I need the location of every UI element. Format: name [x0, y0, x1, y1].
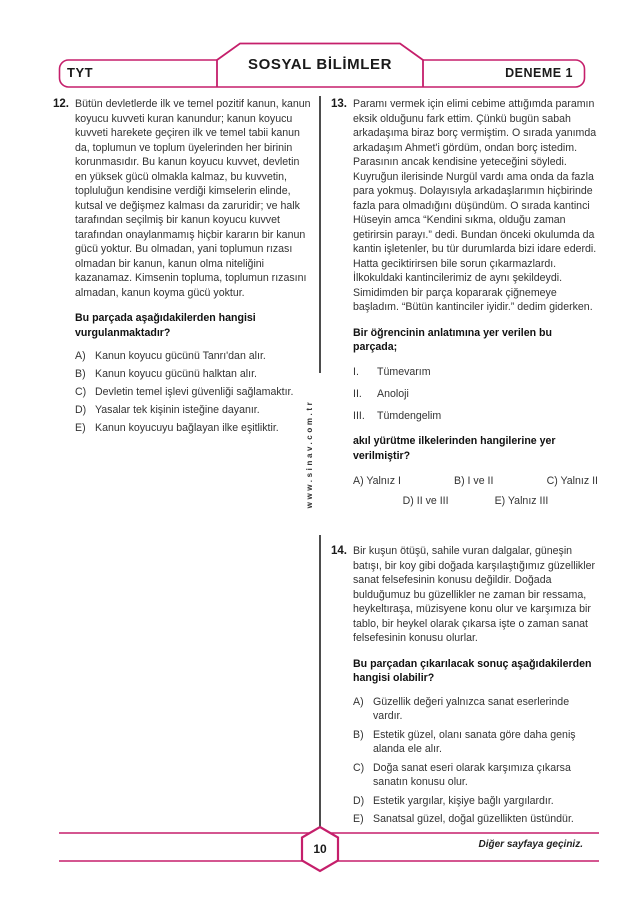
option-b: B) I ve II: [454, 475, 494, 487]
option-letter: C): [353, 761, 365, 774]
question-passage: Paramı vermek için elimi cebime attığımda paramın eksik olduğunu fark ettim. Çünkü bugün sabah arkadaşıma biraz borç vermiştim. O sırada yanımda arkadaşım Ahmet'i gördüm, ondan borç istedim. Parasının ancak kendisine yeteceğini söyledi. Kuyruğun ilerisinde Nurgül vardı ama onda da fazla para yokmuş. Dolayısıyla arkadaşlarımın hiçbirinde fazla para olmadığını düşündüm. O sırada kantinci Hüseyin amca “Kendini sıkma, olduğu zaman getirirsin parayı.” dedi. Bundan önceki okulumda da kantin işletenler, bu tür durumlarda bizi idare ederdi. Hatta geciktirirsen bile sorun çıkarmazlardı. İlkokuldaki kantincilerimiz de aynı şekildeydi. Simidimden bir parça kopararak çiğnemeye başladım. “Bütün kantinciler iyidir.” dedim giderken.: [353, 98, 597, 313]
option-c: [353, 761, 598, 790]
question-passage: Bir kuşun ötüşü, sahile vuran dalgalar, güneşin batışı, bir koy gibi doğada karşılaştığımız güzellikler sanat felsefesinin konusu değildir. Doğada bulduğumuz bu güzellikler ne zaman bir ressama, heykeltıraşa, müzisyene konu olur ve karşımıza bir tablo, bir heykel olarak çıkarsa işte o zaman sanat felsefesinin konusu olurlar.: [353, 545, 596, 644]
question-body: [75, 97, 311, 438]
roman-item-1: [353, 365, 598, 380]
watermark-vertical-text: www.sinav.com.tr: [305, 399, 314, 509]
question-12: [53, 97, 311, 438]
option-a: A) Yalnız I: [353, 475, 401, 487]
option-text: Sanatsal güzel, doğal güzellikten üstündür.: [373, 813, 574, 825]
option-letter: A): [353, 695, 364, 708]
option-d: [75, 403, 311, 418]
options-row-1: [353, 474, 598, 489]
option-text: Güzellik değeri yalnızca sanat eserlerinde vardır.: [373, 695, 570, 722]
option-c: C) Yalnız II: [546, 475, 598, 487]
header-right-label: DENEME 1: [505, 66, 573, 80]
header: [0, 0, 640, 110]
footer-note: Diğer sayfaya geçiniz.: [478, 839, 583, 850]
header-center-label: SOSYAL BİLİMLER: [247, 56, 393, 73]
option-letter: E): [75, 421, 86, 434]
question-stem-outro: akıl yürütme ilkelerinden hangilerine yer verilmiştir?: [353, 435, 556, 462]
option-text: Estetik güzel, olanı sanata göre daha geniş alanda ele alır.: [373, 728, 576, 755]
question-passage: Bütün devletlerde ilk ve temel pozitif kanun, kanun koyucu kuvveti kuran kanundur; kanun koyucu kuvveti harekete geçiren ilk ve temel tabii kanun da, toplumun ve toplum üyelerinden her birinin korunmasıdır. Bu kanun koyucu kuvvet, devletin en yüksek gücü olmakla kalmaz, bu kuvvetin, topluluğun kendisine verdiği kimselerin elinde, kutsal ve değişmez kalması da zaruridir; ve halk tarafından seçilmiş bir kanun koyucu kuvvet tarafından onaylanmamış hiçbir kararın bir kanun gücü yoktur. Bu olmadan, yani toplumun rızası olmadan bir kanun, kanun olma niteliğini kazanamaz. Kimsenin topluma, toplumun rızasını almadan, kanun koyma gücü yoktur.: [75, 98, 311, 299]
question-stem: Bu parçadan çıkarılacak sonuç aşağıdakilerden hangisi olabilir?: [353, 657, 592, 684]
page-number: 10: [313, 842, 327, 856]
header-left-label: TYT: [67, 65, 94, 80]
option-b: [353, 728, 598, 757]
option-text: Yasalar tek kişinin isteğine dayanır.: [95, 403, 260, 416]
option-letter: C): [75, 385, 87, 398]
option-e: [75, 421, 311, 436]
roman-item-2: [353, 387, 598, 402]
option-letter: B): [353, 728, 364, 741]
roman-text: Tümevarım: [377, 365, 431, 378]
option-e: E) Yalnız III: [494, 494, 549, 507]
column-divider-top: [319, 96, 321, 373]
roman-item-3: [353, 409, 598, 424]
column-divider-bottom: [319, 535, 321, 828]
question-13: [331, 97, 598, 508]
option-letter: B): [75, 367, 86, 380]
question-number: 14.: [331, 545, 347, 557]
options-list: [353, 695, 598, 827]
question-body: [353, 544, 598, 831]
option-letter: A): [75, 350, 86, 362]
option-letter: D): [75, 403, 87, 416]
question-14: [331, 544, 598, 831]
option-letter: D): [353, 794, 365, 807]
roman-numeral: I.: [353, 365, 359, 378]
roman-text: Tümdengelim: [377, 409, 442, 422]
question-number: 12.: [53, 98, 69, 110]
option-text: Doğa sanat eseri olarak karşımıza çıkarsa sanatın konusu olur.: [373, 761, 571, 788]
option-text: Kanun koyucu gücünü halktan alır.: [95, 367, 257, 380]
roman-numeral: III.: [353, 409, 365, 422]
options-list: [75, 349, 311, 435]
option-b: [75, 367, 311, 382]
roman-numeral: II.: [353, 387, 362, 400]
option-d: [353, 794, 598, 809]
option-text: Kanun koyucu gücünü Tanrı'dan alır.: [95, 350, 266, 362]
option-text: Kanun koyucuyu bağlayan ilke eşitliktir.: [95, 421, 279, 434]
option-text: Devletin temel işlevi güvenliği sağlamaktır.: [95, 385, 294, 398]
question-number: 13.: [331, 98, 347, 110]
question-stem: Bu parçada aşağıdakilerden hangisi vurgulanmaktadır?: [75, 312, 256, 339]
option-d: D) II ve III: [402, 494, 449, 507]
roman-text: Anoloji: [377, 387, 409, 400]
option-a: [353, 695, 598, 724]
option-letter: E): [353, 813, 364, 825]
option-text: Estetik yargılar, kişiye bağlı yargılardır.: [373, 794, 554, 807]
roman-list: [353, 365, 598, 424]
option-c: [75, 385, 311, 400]
options-row-2: [353, 494, 598, 509]
question-stem-intro: Bir öğrencinin anlatımına yer verilen bu parçada;: [353, 326, 552, 353]
option-a: [75, 349, 311, 364]
question-body: [353, 97, 598, 508]
